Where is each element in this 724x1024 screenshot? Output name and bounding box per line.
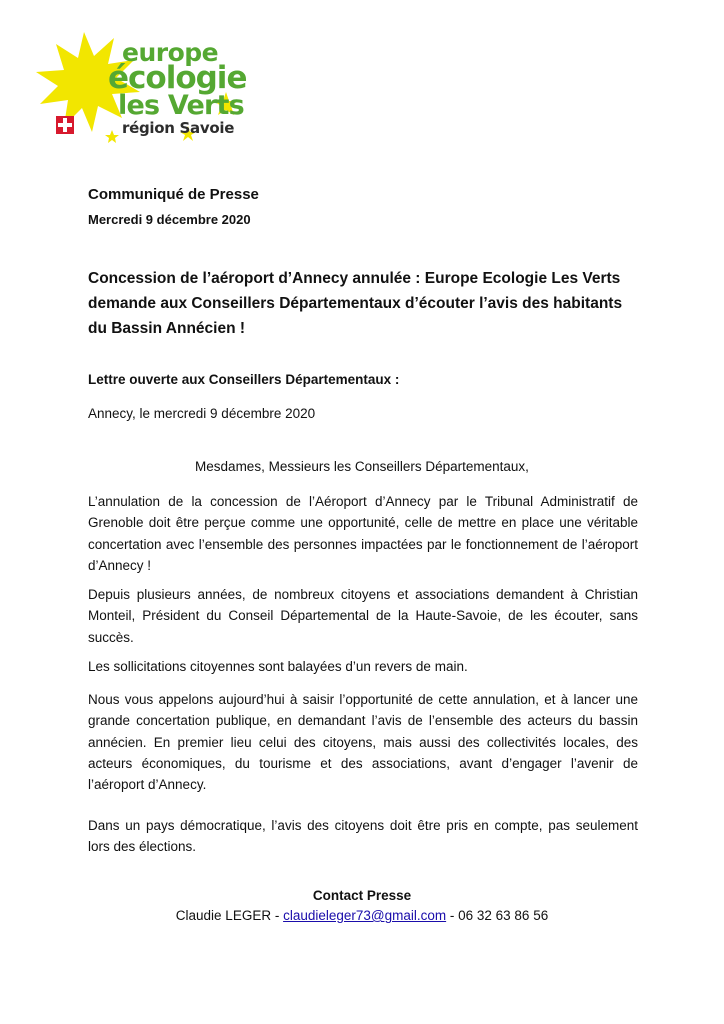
- press-release-label: Communiqué de Presse: [88, 186, 259, 203]
- savoie-flag-icon: [56, 116, 74, 134]
- contact-name: Claudie LEGER -: [175, 908, 284, 923]
- eelv-logo: [36, 30, 246, 148]
- press-release-date: Mercredi 9 décembre 2020: [88, 212, 251, 227]
- logo-line-ecologie: écologie: [108, 60, 247, 96]
- contact-title: Contact Presse: [312, 888, 412, 903]
- salutation: Mesdames, Messieurs les Conseillers Départementaux,: [195, 459, 529, 474]
- logo-wordmark: [108, 40, 246, 136]
- logo-line-region: région Savoie: [122, 119, 235, 137]
- paragraph: Depuis plusieurs années, de nombreux citoyens et associations demandent à Christian Monteil, Président du Conseil Départemental de la Haute-Savoie, de les écouter, sans succès.: [88, 587, 638, 645]
- paragraph: Nous vous appelons aujourd’hui à saisir l’opportunité de cette annulation, et à lancer une grande concertation publique, en demandant l’avis de l’ensemble des acteurs du bassin annécien. En premier lieu celui des citoyens, mais aussi des collectivités locales, des acteurs économiques, du tourisme et des associations, avant d’engager l’avenir de l’aéroport d’Annecy.: [88, 692, 638, 793]
- contact-email-link[interactable]: claudieleger73@gmail.com: [283, 908, 447, 923]
- headline: Concession de l’aéroport d’Annecy annulée : Europe Ecologie Les Verts demande aux Conseillers Départementaux d’écouter l’avis des habitants du Bassin Annécien !: [88, 270, 623, 337]
- paragraph: Dans un pays démocratique, l’avis des citoyens doit être pris en compte, pas seulement lors des élections.: [88, 818, 638, 855]
- paragraph: Les sollicitations citoyennes sont balayées d’un revers de main.: [88, 659, 468, 674]
- logo-line-europe: europe: [122, 38, 219, 67]
- contact-phone: - 06 32 63 86 56: [446, 908, 549, 923]
- contact-line: [0, 908, 724, 923]
- open-letter-label: Lettre ouverte aux Conseillers Départementaux :: [88, 372, 400, 387]
- paragraph: L’annulation de la concession de l’Aéroport d’Annecy par le Tribunal Administratif de Grenoble doit être perçue comme une opportunité, celle de mettre en place une véritable concertation avec l’ensemble des personnes impactées par le fonctionnement de l’aéroport d’Annecy !: [88, 494, 638, 573]
- place-date: Annecy, le mercredi 9 décembre 2020: [88, 406, 316, 421]
- logo-line-les-verts: les Verts: [118, 90, 244, 121]
